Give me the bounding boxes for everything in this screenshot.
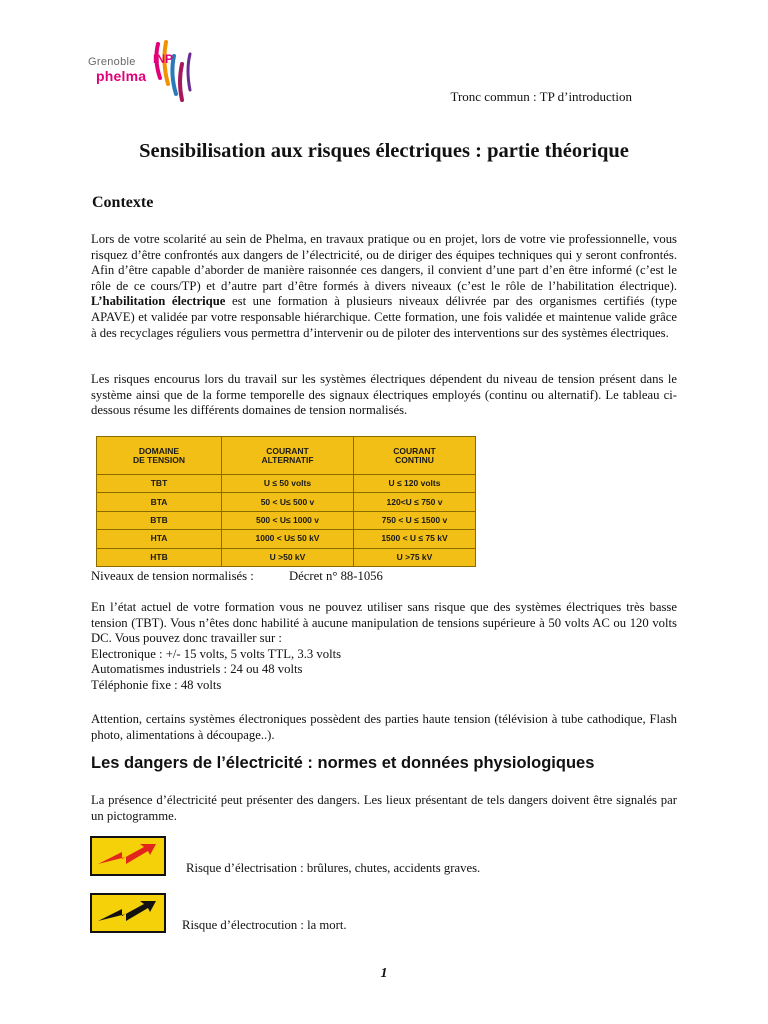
table-header-row — [97, 437, 476, 475]
table-cell: BTA — [97, 493, 222, 511]
table-caption-decree: Décret n° 88-1056 — [289, 569, 383, 583]
logo-swoosh-icon — [148, 40, 198, 104]
electrisation-warning-sign — [90, 836, 166, 876]
paragraph-risques: Les risques encourus lors du travail sur les systèmes électriques dépendent du niveau de tension présent dans le système ainsi que de la forme temporelle des signaux électriques employés (continu ou alternatif). Le tableau ci-dessous résume les différents domaines de tension normalisés. — [91, 372, 677, 418]
paragraph-text: est une formation à plusieurs niveaux délivrée par des organismes certifiés (type APAVE) et validée par votre responsable hiérarchique. Cette formation, une fois validée et maintenue valide grâce à des recyclages réguliers vous permettra d’intervenir ou de piloter des interventions sur des systèmes électriques. — [91, 294, 677, 340]
list-item: Téléphonie fixe : 48 volts — [91, 677, 222, 692]
course-header: Tronc commun : TP d’introduction — [450, 89, 632, 104]
paragraph-pictogramme: La présence d’électricité peut présenter des dangers. Les lieux présentant de tels dangers doivent être signalés par un pictogramme. — [91, 793, 677, 823]
table-cell: 50 < U≤ 500 v — [222, 493, 354, 511]
risk-electrocution-text: Risque d’électrocution : la mort. — [182, 918, 347, 932]
table-cell: U ≤ 50 volts — [222, 475, 354, 493]
table-cell: 1000 < U≤ 50 kV — [222, 530, 354, 548]
grenoble-inp-phelma-logo — [88, 40, 198, 104]
header-alternatif: COURANT ALTERNATIF — [222, 437, 354, 475]
table-cell: TBT — [97, 475, 222, 493]
table-row — [97, 475, 476, 493]
document-title: Sensibilisation aux risques électriques : partie théorique — [139, 140, 629, 162]
paragraph-text: Lors de votre scolarité au sein de Phelma, en travaux pratique ou en projet, lors de votre vie professionnelle, vous risquez d’être confrontés aux dangers de l’électricité, ou de diriger des équipes techniques qui y seront confrontés. Afin d’être capable d’aborder de manière raisonnée ces dangers, il convient d’une part d’en être informé (c’est le rôle de ce cours/TP) et d’autre part d’être formés à divers niveaux (c’est le rôle de l’habilitation électrique). — [91, 232, 677, 293]
table-cell: BTB — [97, 511, 222, 529]
page-number: 1 — [380, 966, 388, 981]
section-heading-contexte: Contexte — [92, 194, 154, 211]
table-row — [97, 548, 476, 566]
list-item: Electronique : +/- 15 volts, 5 volts TTL, 3.3 volts — [91, 646, 342, 661]
header-domaine: DOMAINE DE TENSION — [97, 437, 222, 475]
logo-text-inp: INP — [153, 52, 174, 66]
table-cell: U >75 kV — [354, 548, 476, 566]
table-row — [97, 511, 476, 529]
table-cell: HTA — [97, 530, 222, 548]
voltage-domains-table — [96, 436, 476, 567]
paragraph-tbt — [91, 600, 677, 694]
paragraph-text: En l’état actuel de votre formation vous ne pouvez utiliser sans risque que des systèmes électriques très basse tension (TBT). Vous n’êtes donc habilité à aucune manipulation de tensions supérieure à 50 volts AC ou 120 volts DC. Vous pouvez donc travailler sur : — [91, 600, 677, 646]
header-continu: COURANT CONTINU — [354, 437, 476, 475]
table-caption-label: Niveaux de tension normalisés : — [91, 569, 254, 583]
table-row — [97, 530, 476, 548]
table-row — [97, 493, 476, 511]
table-cell: U ≤ 120 volts — [354, 475, 476, 493]
table-cell: 500 < U≤ 1000 v — [222, 511, 354, 529]
logo-text-phelma: phelma — [96, 68, 147, 84]
lightning-red-icon — [92, 838, 164, 874]
section-heading-dangers: Les dangers de l’électricité : normes et données physiologiques — [91, 754, 595, 772]
table-cell: 1500 < U ≤ 75 kV — [354, 530, 476, 548]
table-cell: 750 < U ≤ 1500 v — [354, 511, 476, 529]
logo-text-grenoble: Grenoble — [88, 56, 136, 68]
list-item: Automatismes industriels : 24 ou 48 volts — [91, 662, 303, 677]
paragraph-attention: Attention, certains systèmes électroniques possèdent des parties haute tension (télévision à tube cathodique, Flash photo, alimentations à découpage..). — [91, 712, 677, 742]
table-cell: 120<U ≤ 750 v — [354, 493, 476, 511]
table-cell: HTB — [97, 548, 222, 566]
lightning-black-icon — [92, 895, 164, 931]
paragraph-contexte — [91, 232, 677, 341]
habilitation-bold-term: L’habilitation électrique — [91, 294, 226, 309]
table-cell: U >50 kV — [222, 548, 354, 566]
risk-electrisation-text: Risque d’électrisation : brûlures, chutes, accidents graves. — [186, 861, 481, 875]
electrocution-warning-sign — [90, 893, 166, 933]
